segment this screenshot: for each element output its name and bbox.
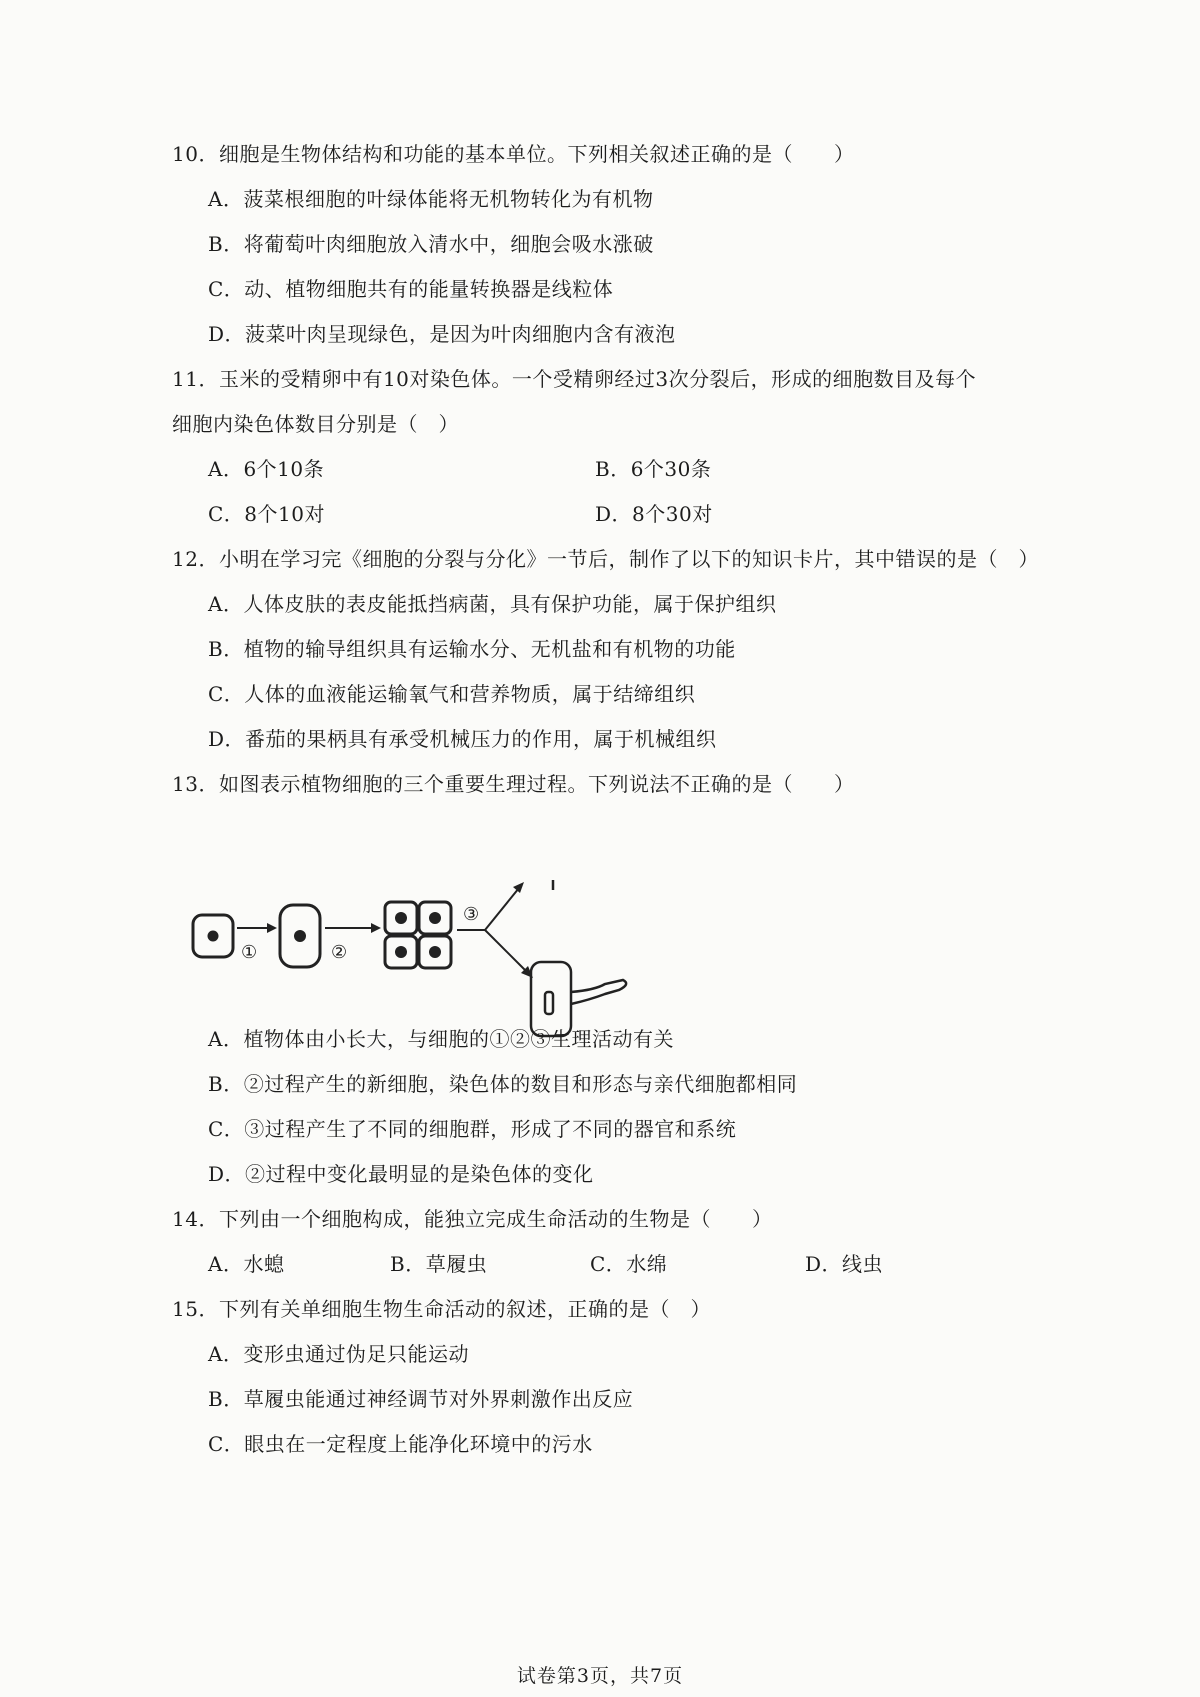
question-13-option-a: A．植物体由小长大，与细胞的①②③生理活动有关 xyxy=(208,1027,674,1051)
process-label-2: ② xyxy=(331,942,348,963)
stellate-cell xyxy=(519,880,587,890)
question-12-stem: 12．小明在学习完《细胞的分裂与分化》一节后，制作了以下的知识卡片，其中错误的是（ ） xyxy=(172,547,1039,571)
question-14-option-d: D．线虫 xyxy=(805,1252,884,1276)
question-13-option-b: B．②过程产生的新细胞，染色体的数目和形态与亲代细胞都相同 xyxy=(208,1072,798,1096)
question-11-option-d: D．8个30对 xyxy=(595,502,713,526)
question-11-stem-line1: 11．玉米的受精卵中有10对染色体。一个受精卵经过3次分裂后，形成的细胞数目及每个 xyxy=(172,367,977,391)
question-12-option-b: B．植物的输导组织具有运输水分、无机盐和有机物的功能 xyxy=(208,637,736,661)
question-10-option-c: C．动、植物细胞共有的能量转换器是线粒体 xyxy=(208,277,614,301)
process-label-1: ① xyxy=(241,942,258,963)
question-10-option-d: D．菠菜叶肉呈现绿色，是因为叶肉细胞内含有液泡 xyxy=(208,322,676,346)
question-12-option-d: D．番茄的果柄具有承受机械压力的作用，属于机械组织 xyxy=(208,727,717,751)
divided-cells xyxy=(385,902,451,968)
question-12-option-c: C．人体的血液能运输氧气和营养物质，属于结缔组织 xyxy=(208,682,696,706)
question-11-option-a: A．6个10条 xyxy=(208,457,325,481)
question-14-stem: 14．下列由一个细胞构成，能独立完成生命活动的生物是（ ） xyxy=(172,1207,773,1231)
question-13-option-d: D．②过程中变化最明显的是染色体的变化 xyxy=(208,1162,594,1186)
question-13-option-c: C．③过程产生了不同的细胞群，形成了不同的器官和系统 xyxy=(208,1117,737,1141)
page-footer: 试卷第3页，共7页 xyxy=(516,1665,684,1687)
question-10-stem: 10．细胞是生物体结构和功能的基本单位。下列相关叙述正确的是（ ） xyxy=(172,142,855,166)
question-15-stem: 15．下列有关单细胞生物生命活动的叙述，正确的是（ ） xyxy=(172,1297,711,1321)
question-11-stem-line2: 细胞内染色体数目分别是（ ） xyxy=(172,412,459,436)
question-11-option-b: B．6个30条 xyxy=(595,457,712,481)
question-10-option-b: B．将葡萄叶肉细胞放入清水中，细胞会吸水涨破 xyxy=(208,232,654,256)
process-label-3: ③ xyxy=(463,904,480,925)
question-13-stem: 13．如图表示植物细胞的三个重要生理过程。下列说法不正确的是（ ） xyxy=(172,772,855,796)
question-15-option-b: B．草履虫能通过神经调节对外界刺激作出反应 xyxy=(208,1387,634,1411)
question-15-option-a: A．变形虫通过伪足只能运动 xyxy=(208,1342,469,1366)
question-14-option-b: B．草履虫 xyxy=(390,1252,488,1276)
question-12-option-a: A．人体皮肤的表皮能抵挡病菌，具有保护功能，属于保护组织 xyxy=(208,592,777,616)
question-11-option-c: C．8个10对 xyxy=(208,502,325,526)
question-14-option-a: A．水螅 xyxy=(208,1252,285,1276)
question-10-option-a: A．菠菜根细胞的叶绿体能将无机物转化为有机物 xyxy=(208,187,654,211)
question-14-option-c: C．水绵 xyxy=(590,1252,668,1276)
question-15-option-c: C．眼虫在一定程度上能净化环境中的污水 xyxy=(208,1432,593,1456)
